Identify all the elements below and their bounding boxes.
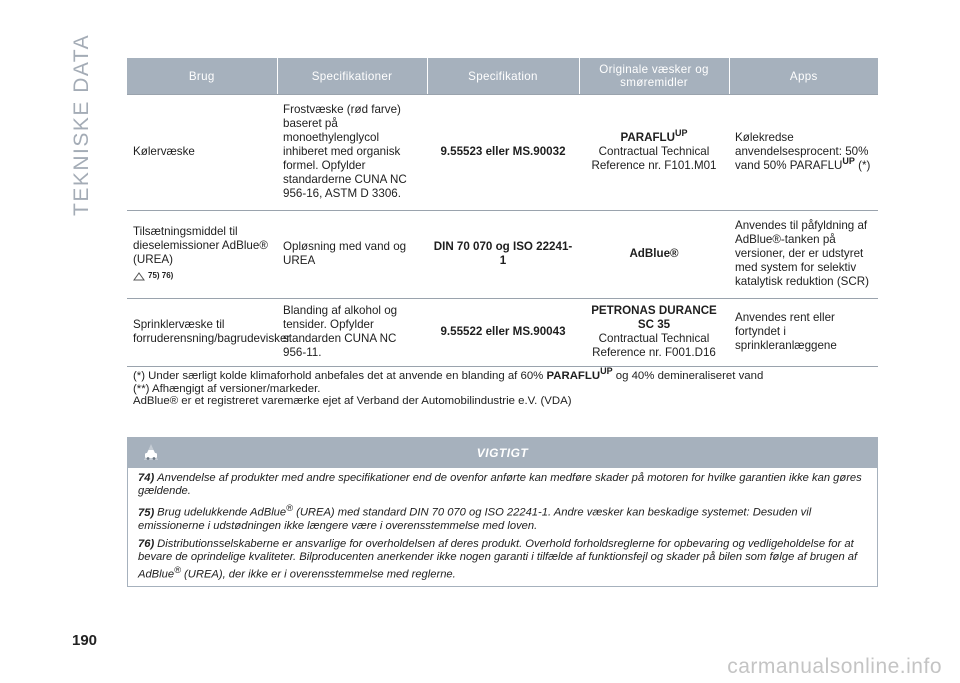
page-number: 190 (72, 632, 98, 649)
important-notice (127, 437, 878, 587)
registered-mark: ® (174, 564, 181, 575)
notice-item-number: 76) (138, 537, 155, 550)
cell-spec: DIN 70 070 og ISO 22241-1 (427, 211, 579, 299)
column-header-original-fluids: Originale væsker og smøremidler (579, 58, 729, 95)
footnote-product-name: PARAFLU (546, 370, 601, 382)
notice-title: VIGTIGT (476, 446, 529, 460)
notice-item (138, 472, 867, 498)
notice-body (128, 468, 877, 582)
apps-text: Kølekredse anvendelsesprocent: 50% vand 50% PARAFLU (735, 131, 869, 172)
notice-item-text-tail: (UREA), der ikke er i overensstemmelse med reglerne. (180, 568, 456, 581)
section-title: TEKNISKE DATA (70, 33, 93, 216)
cell-spec: 9.55522 eller MS.90043 (427, 299, 579, 367)
registered-mark: ® (286, 503, 294, 514)
warning-reference-numbers: 75) 76) (148, 271, 174, 280)
notice-item-number: 74) (138, 472, 155, 484)
cell-spec: 9.55523 eller MS.90032 (427, 95, 579, 211)
cell-specs: Frostvæske (rød farve) baseret på monoethylenglycol inhiberet med organisk formel. Opfylder standarderne CUNA NC 956-16, ASTM D 3306. (277, 95, 427, 211)
table-footnotes (133, 366, 878, 408)
cell-fluid (579, 299, 729, 367)
footnote-product-superscript: UP (600, 366, 613, 377)
watermark: carmanualsonline.info (727, 655, 942, 678)
notice-item-text-tail: (UREA) med standard DIN 70 070 og ISO 22241-1. Andre væsker kan beskadige systemet: Desuden vil emissionerne i udstødningen ikke længere være i overensstemmelse med loven. (138, 507, 812, 533)
footnote-markets: (**) Afhængigt af versioner/markeder. (133, 382, 321, 395)
fluid-name: PETRONAS DURANCE SC 35 (591, 304, 717, 331)
notice-item-number: 75) (138, 507, 155, 520)
warning-reference-icon (133, 272, 145, 281)
notice-item-text: Brug udelukkende AdBlue (157, 507, 287, 520)
notice-item (138, 538, 867, 582)
fluid-name-superscript: UP (675, 128, 688, 139)
cell-fluid (579, 95, 729, 211)
cell-specs: Blanding af alkohol og tensider. Opfylder standarden CUNA NC 956-11. (277, 299, 427, 367)
table-row (127, 95, 878, 211)
cell-apps (729, 95, 878, 211)
fluid-name: PARAFLU (620, 131, 675, 144)
cell-usage: Sprinklervæske til forruderensning/bagrudevisker (127, 299, 277, 367)
notice-item-text: Distributionsselskaberne er ansvarlige for overholdelsen af deres produkt. Overhold forholdsreglerne for opbevaring og vedligeholdelse for at bevare de oprindelige kvaliteter. Bilproducenten anerkender ikke nogen garanti i tilfælde af funktionsfejl og skader på bilen som følge af brugen af AdBlue (138, 537, 858, 581)
cell-usage: Kølervæske (127, 95, 277, 211)
footnote-mixture-text: (*) Under særligt kolde klimaforhold anbefales det at anvende en blanding af 60% (133, 370, 544, 382)
column-header-specification: Specifikation (427, 58, 579, 95)
fluid-reference: Contractual Technical Reference nr. F001.D16 (592, 332, 716, 359)
cell-usage (127, 211, 277, 299)
cell-apps: Anvendes til påfyldning af AdBlue®-tanken på versioner, der er udstyret med system for selektiv katalytisk reduktion (SCR) (729, 211, 878, 299)
usage-text: Tilsætningsmiddel til dieselemissioner AdBlue® (UREA) (133, 225, 268, 266)
notice-header (128, 438, 877, 468)
cell-fluid: AdBlue® (579, 211, 729, 299)
table-row (127, 299, 878, 367)
apps-footnote-mark: (*) (858, 159, 871, 172)
cell-specs: Opløsning med vand og UREA (277, 211, 427, 299)
notice-item (138, 502, 867, 533)
column-header-usage: Brug (127, 58, 277, 95)
fluids-spec-table (127, 58, 878, 367)
column-header-specifications: Specifikationer (277, 58, 427, 95)
car-warning-icon (140, 442, 162, 464)
footnote-trademark: AdBlue® er et registreret varemærke ejet af Verband der Automobilindustrie e.V. (VDA) (133, 395, 572, 407)
warning-references (133, 269, 271, 283)
apps-superscript: UP (842, 156, 855, 167)
column-header-apps: Apps (729, 58, 878, 95)
fluid-reference: Contractual Technical Reference nr. F101.M01 (591, 145, 717, 172)
table-row (127, 211, 878, 299)
table-header-row (127, 58, 878, 95)
footnote-mixture (133, 366, 878, 383)
notice-item-text: Anvendelse af produkter med andre specifikationer end de ovenfor anførte kan medføre skader på motoren for hvilke garantien ikke kan gøres gældende. (138, 472, 862, 498)
cell-apps: Anvendes rent eller fortyndet i sprinkleranlæggene (729, 299, 878, 367)
footnote-mixture-tail: og 40% demineraliseret vand (615, 370, 764, 382)
